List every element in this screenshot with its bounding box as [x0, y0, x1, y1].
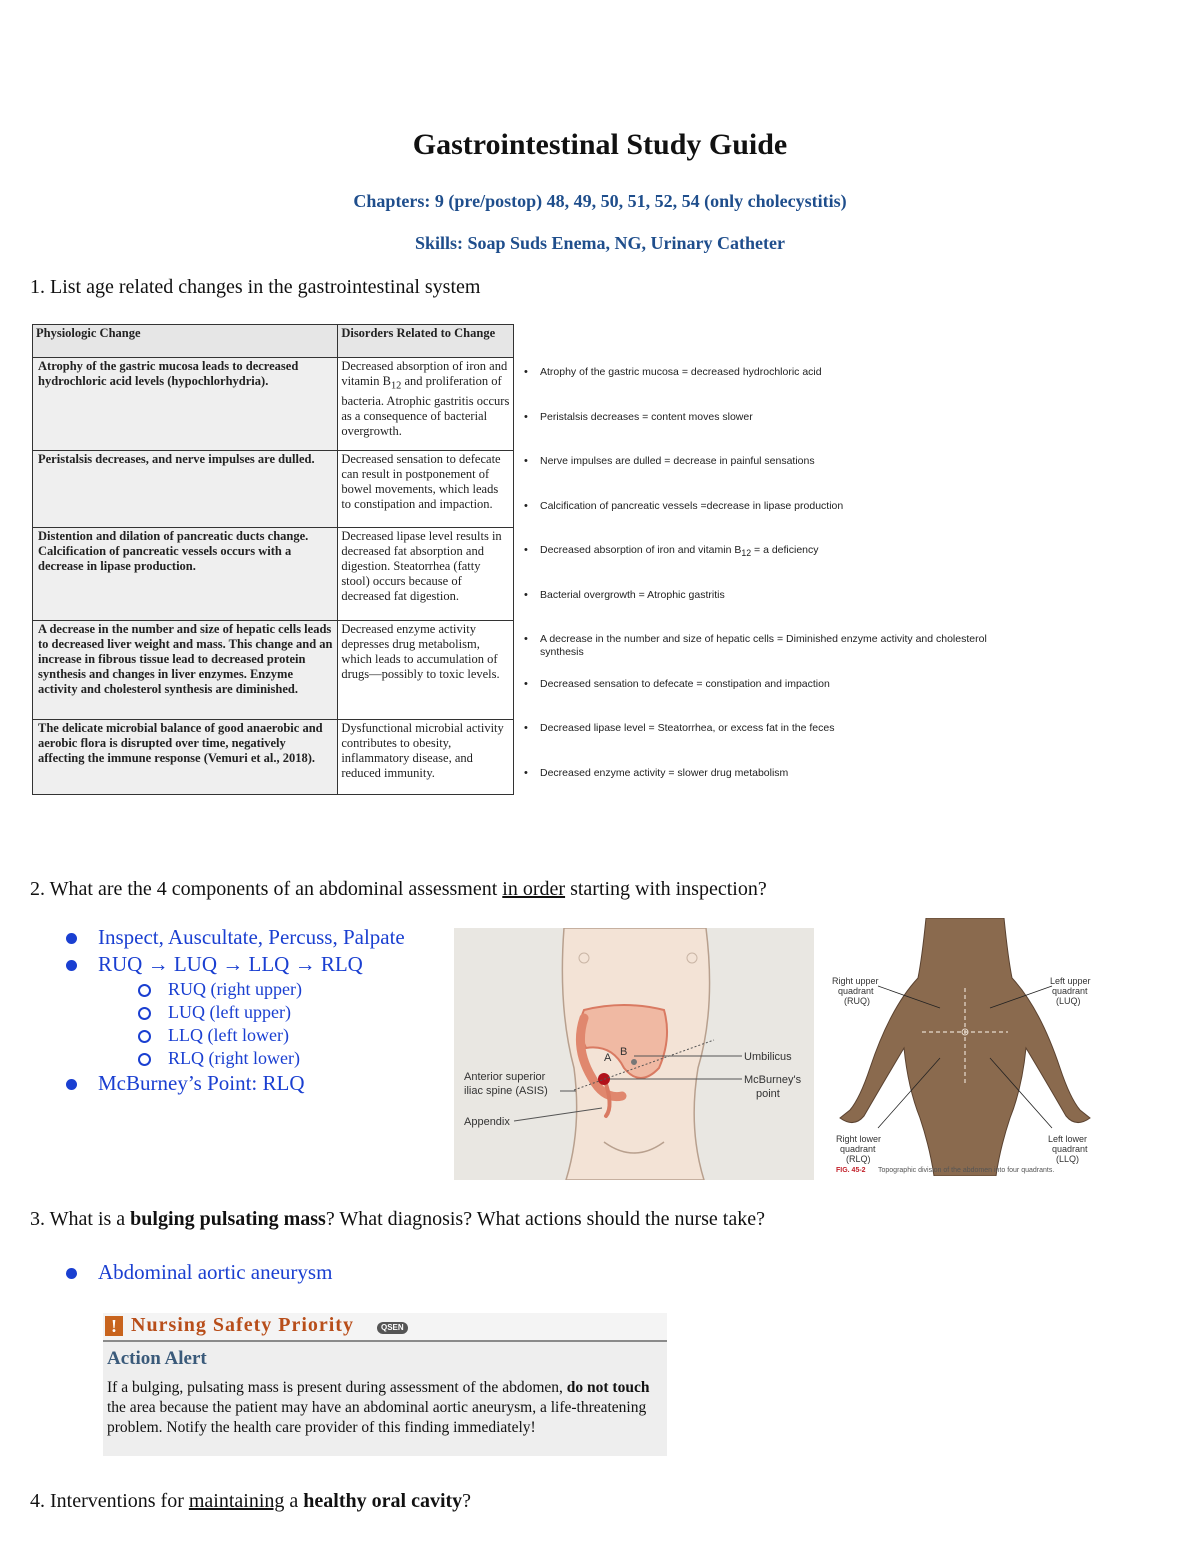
luq-label-line2: quadrant: [1052, 986, 1088, 996]
alert-body: If a bulging, pulsating mass is present during assessment of the abdomen, do not touch the area because the patient may have an abdominal aortic aneurysm, a life-threatening problem. Notify the health care provider of this finding immediately!: [107, 1379, 650, 1436]
alert-title: Nursing Safety Priority: [131, 1314, 354, 1336]
bullet-icon: [138, 984, 151, 997]
list-item: McBurney’s Point: RLQ: [62, 1070, 405, 1097]
llq-label-line2: quadrant: [1052, 1144, 1088, 1154]
table-cell-change: A decrease in the number and size of hepatic cells leads to decreased liver weight and mass. This change and an increase in fibrous tissue lead to decreased protein synthesis and changes in liver enzymes. Enzyme activity and cholesterol synthesis are diminished.: [33, 621, 338, 720]
table-cell-change: Distention and dilation of pancreatic ducts change. Calcification of pancreatic vessels occurs with a decrease in lipase production.: [33, 528, 338, 621]
point-label-b: B: [620, 1046, 628, 1058]
llq-label-line3: (LLQ): [1056, 1154, 1080, 1164]
alert-icon: !: [105, 1316, 123, 1336]
list-item: RUQ (right upper): [62, 978, 405, 1001]
list-item: • Bacterial overgrowth = Atrophic gastritis: [520, 589, 990, 634]
bullet-icon: [66, 960, 77, 971]
list-item: Inspect, Auscultate, Percuss, Palpate: [62, 924, 405, 951]
figure-caption-text: Topographic division of the abdomen into four quadrants.: [878, 1167, 1055, 1174]
table-cell-change: Peristalsis decreases, and nerve impulses are dulled.: [33, 451, 338, 528]
list-item: • Decreased lipase level = Steatorrhea, or excess fat in the feces: [520, 722, 990, 767]
table-row: [33, 528, 514, 621]
bullet-icon: [138, 1007, 151, 1020]
table-cell-change: The delicate microbial balance of good anaerobic and aerobic flora is disrupted over time, negatively affecting the immune response (Vemuri et al., 2018).: [33, 720, 338, 795]
point-label-a: A: [604, 1052, 612, 1064]
bullet-icon: [138, 1030, 151, 1043]
list-item: Abdominal aortic aneurysm: [62, 1258, 332, 1286]
diagnosis-list: [62, 1258, 332, 1286]
table-row: [33, 451, 514, 528]
table-cell-disorder: Dysfunctional microbial activity contributes to obesity, inflammatory disease, and reduced immunity.: [338, 720, 514, 795]
mcburney-label-line1: McBurney's: [744, 1074, 802, 1086]
quadrants-figure: [830, 918, 1100, 1176]
mcburney-label-line2: point: [756, 1088, 780, 1100]
bullet-icon: [66, 933, 77, 944]
list-item: RUQ → LUQ → LLQ → RLQ: [62, 951, 405, 978]
question-3: 3. What is a bulging pulsating mass? What diagnosis? What actions should the nurse take?: [30, 1208, 765, 1230]
bullet-icon: [66, 1079, 77, 1090]
question-2: 2. What are the 4 components of an abdominal assessment in order starting with inspection?: [30, 878, 767, 900]
list-item: • Calcification of pancreatic vessels =decrease in lipase production: [520, 500, 990, 545]
page-title: Gastrointestinal Study Guide: [412, 128, 788, 161]
table-cell-disorder: Decreased sensation to defecate can result in postponement of bowel movements, which leads to constipation and impaction.: [338, 451, 514, 528]
list-item: • Atrophy of the gastric mucosa = decreased hydrochloric acid: [520, 366, 990, 411]
appendix-label: Appendix: [464, 1116, 510, 1128]
table-row: [33, 720, 514, 795]
figure-caption-number: FIG. 45-2: [836, 1167, 866, 1174]
summary-list: [520, 366, 990, 811]
asis-label-line2: iliac spine (ASIS): [464, 1085, 548, 1097]
rlq-label-line1: Right lower: [836, 1134, 882, 1144]
list-item: • A decrease in the number and size of hepatic cells = Diminished enzyme activity and cholesterol synthesis: [520, 633, 990, 678]
question-1: 1. List age related changes in the gastrointestinal system: [30, 276, 481, 298]
ruq-label-line2: quadrant: [838, 986, 874, 996]
mcburney-figure: [454, 928, 814, 1180]
skills-line: Skills: Soap Suds Enema, NG, Urinary Catheter: [414, 233, 786, 253]
table-row: [33, 358, 514, 451]
table-cell-disorder: Decreased absorption of iron and vitamin $B_{12}$ and proliferation of bacteria. Atrophic gastritis occurs as a consequence of bacterial overgrowth.: [338, 358, 514, 451]
alert-header: [103, 1313, 667, 1342]
ruq-label-line1: Right upper: [832, 976, 879, 986]
qsen-badge: QSEN: [377, 1322, 408, 1334]
luq-label-line1: Left upper: [1050, 976, 1091, 986]
list-item: LUQ (left upper): [62, 1001, 405, 1024]
table-cell-disorder: Decreased lipase level results in decreased fat absorption and digestion. Steatorrhea (fatty stool) occurs because of decreased fat digestion.: [338, 528, 514, 621]
list-item: • Decreased absorption of iron and vitamin $B_{12} = a$ deficiency: [520, 544, 990, 589]
age-changes-table: [32, 324, 514, 795]
rlq-label-line3: (RLQ): [846, 1154, 871, 1164]
bullet-icon: [66, 1268, 77, 1279]
table-row: [33, 621, 514, 720]
list-item: LLQ (left lower): [62, 1024, 405, 1047]
alert-subtitle: Action Alert: [107, 1348, 207, 1369]
nursing-safety-alert: [103, 1313, 667, 1456]
chapters-line: Chapters: 9 (pre/postop) 48, 49, 50, 51, 52, 54 (only cholecystitis): [353, 191, 847, 211]
asis-label-line1: Anterior superior: [464, 1071, 546, 1083]
mcburney-illustration: [454, 928, 814, 1180]
table-cell-change: Atrophy of the gastric mucosa leads to decreased hydrochloric acid levels (hypochlorhydria).: [33, 358, 338, 451]
quadrants-illustration: [830, 918, 1100, 1176]
list-item: • Decreased sensation to defecate = constipation and impaction: [520, 678, 990, 723]
table-cell-disorder: Decreased enzyme activity depresses drug metabolism, which leads to accumulation of drugs—possibly to toxic levels.: [338, 621, 514, 720]
ruq-label-line3: (RUQ): [844, 996, 870, 1006]
assessment-list: [62, 924, 405, 1097]
table-header-disorder: Disorders Related to Change: [338, 325, 514, 358]
rlq-label-line2: quadrant: [840, 1144, 876, 1154]
list-item: • Peristalsis decreases = content moves slower: [520, 411, 990, 456]
list-item: • Nerve impulses are dulled = decrease in painful sensations: [520, 455, 990, 500]
umbilicus-label: Umbilicus: [744, 1051, 792, 1063]
list-item: • Decreased enzyme activity = slower drug metabolism: [520, 767, 990, 812]
llq-label-line1: Left lower: [1048, 1134, 1088, 1144]
bullet-icon: [138, 1053, 151, 1066]
list-item: RLQ (right lower): [62, 1047, 405, 1070]
luq-label-line3: (LUQ): [1056, 996, 1081, 1006]
table-header-change: Physiologic Change: [33, 325, 338, 358]
question-4: 4. Interventions for maintaining a healthy oral cavity?: [30, 1490, 472, 1512]
